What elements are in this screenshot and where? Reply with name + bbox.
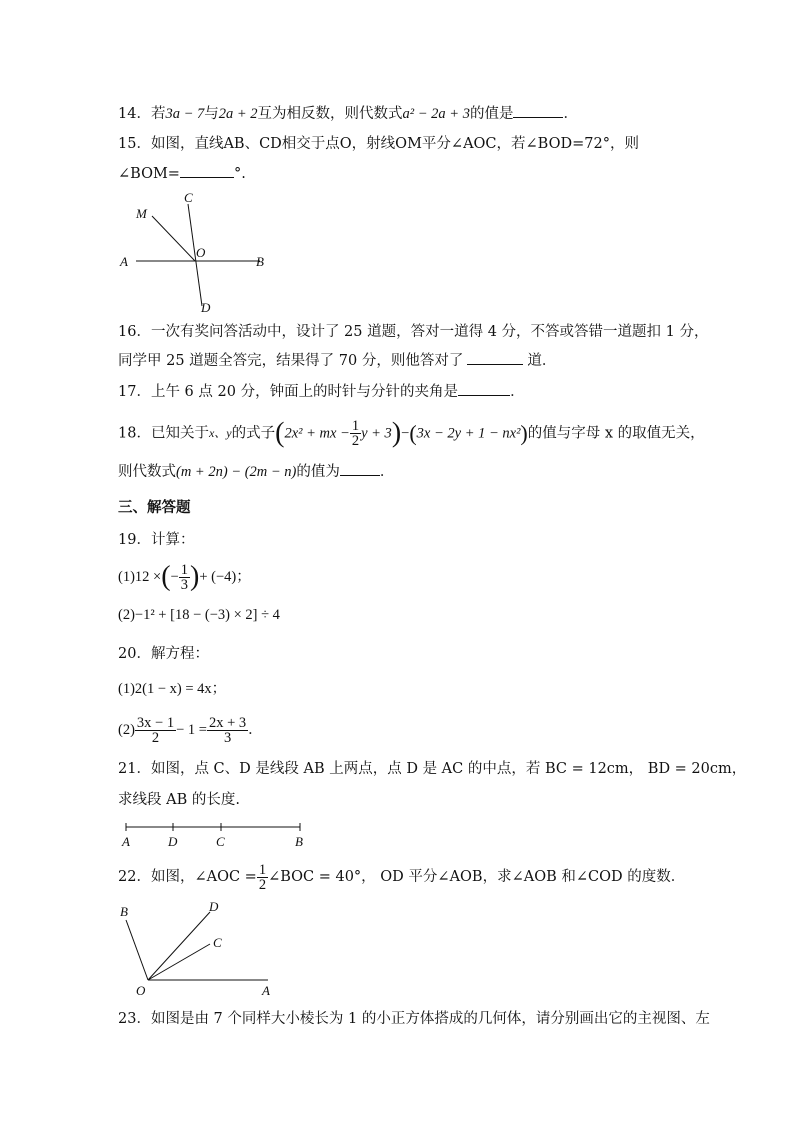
q20-end: ．	[248, 722, 263, 738]
q16-text: 同学甲 25 道题全答完，结果得了 70 分，则他答对了	[118, 353, 464, 369]
label-a: A	[120, 254, 128, 269]
label-m: M	[136, 206, 147, 221]
q18-expr: 3x − 2y + 1 − nx²	[416, 425, 521, 442]
label-b: B	[120, 904, 128, 919]
fraction	[135, 716, 176, 745]
label-a: A	[122, 834, 130, 849]
q18-text: 的值为	[296, 464, 340, 480]
q15-line1: 15．如图，直线AB、CD相交于点O，射线OM平分∠AOC，若∠BOD=72°，则	[118, 136, 639, 152]
frac-den: 3	[180, 576, 188, 593]
minus-sign: −	[170, 569, 179, 585]
answer-blank	[458, 383, 510, 396]
q18-text: 的式子	[231, 425, 276, 442]
q22-line	[118, 862, 685, 892]
q15-text: ∠BOM=	[118, 166, 180, 182]
q18-text: 的值与字母 x 的取值无关，	[527, 425, 705, 442]
q19-title: 19．计算：	[118, 532, 195, 548]
label-a: A	[262, 983, 270, 998]
ray-od	[148, 912, 210, 980]
frac-num: 1	[258, 861, 267, 878]
q21-line1: 21．如图，点 C、D 是线段 AB 上两点，点 D 是 AC 的中点，若 BC = 12cm， BD = 20cm，	[118, 761, 747, 777]
q18-end: ．	[379, 464, 395, 480]
frac-num: 3x − 1	[136, 714, 175, 731]
fraction	[350, 419, 361, 448]
q14-text: 的值是	[469, 106, 514, 122]
fraction	[257, 863, 268, 892]
minus-sign: −	[401, 425, 410, 442]
fraction	[179, 563, 190, 592]
q17-line	[118, 382, 525, 402]
q18-text: 则代数式	[118, 464, 176, 480]
q16-line2	[118, 351, 556, 371]
q18-expr: 2x² + mx −	[284, 425, 350, 442]
label-c: C	[216, 834, 225, 849]
q14-number: 14．若	[118, 106, 166, 122]
label-o: O	[136, 983, 146, 998]
q20-title: 20．解方程：	[118, 646, 209, 662]
label-c: C	[213, 935, 222, 950]
frac-den: 2	[258, 876, 267, 893]
ray-oc	[148, 944, 210, 980]
q20-part2	[118, 714, 263, 746]
ray-ob	[126, 920, 148, 980]
label-c: C	[184, 190, 193, 205]
paren: (	[275, 417, 285, 449]
q18-line2	[118, 462, 394, 482]
q23-line: 23．如图是由 7 个同样大小棱长为 1 的小正方体搭成的几何体，请分别画出它的主视图、左	[118, 1011, 710, 1027]
q22-figure	[112, 898, 282, 998]
paren: )	[391, 417, 402, 449]
frac-num: 2x + 3	[208, 714, 247, 731]
label-b: B	[295, 834, 303, 849]
q14-expr1: 3a − 7	[165, 106, 205, 122]
label-d: D	[209, 899, 219, 914]
q15-text: °.	[233, 166, 246, 182]
q19-part1	[118, 562, 251, 592]
answer-blank	[467, 352, 523, 365]
q17-text: 17．上午 6 点 20 分，钟面上的时针与分针的夹角是	[118, 384, 459, 400]
paren: (	[161, 561, 171, 592]
frac-den: 2	[351, 433, 360, 449]
q18-text: 18．已知关于	[118, 425, 209, 442]
q14-expr3: a² − 2a + 3	[402, 106, 470, 122]
paren: )	[189, 561, 200, 592]
answer-blank	[513, 105, 563, 118]
frac-den: 3	[223, 729, 232, 746]
section-heading: 三、解答题	[118, 500, 191, 516]
ray-om	[152, 216, 195, 261]
q18-expr: y + 3	[361, 425, 392, 442]
q16-text: 道．	[527, 353, 557, 369]
answer-blank	[180, 165, 234, 178]
q22-text: ∠BOC = 40°， OD 平分∠AOB，求∠AOB 和∠COD 的度数．	[268, 869, 686, 885]
answer-blank	[340, 463, 380, 476]
q19-part2: (2)−1² + [18 − (−3) × 2] ÷ 4	[118, 607, 280, 623]
label-d: D	[201, 300, 211, 315]
q18-vars: x、y	[208, 426, 232, 440]
paren: )	[520, 420, 528, 446]
q19-expr: (1)12 ×	[118, 569, 162, 585]
q14-period: ．	[563, 106, 578, 122]
q20-text: (2)	[118, 722, 135, 738]
fraction	[207, 716, 248, 745]
q21-line2: 求线段 AB 的长度.	[118, 792, 240, 808]
q16-line1: 16．一次有奖问答活动中，设计了 25 道题，答对一道得 4 分，不答或答错一道题扣 1 分，	[118, 324, 709, 340]
frac-num: 1	[180, 561, 188, 578]
q14-expr2: 2a + 2	[218, 106, 258, 122]
q22-text: 22．如图，∠AOC =	[118, 869, 257, 885]
q14-line	[118, 104, 578, 124]
q21-figure	[116, 818, 316, 852]
q18-line1	[118, 419, 705, 448]
q20-part1: (1)2(1 − x) = 4x；	[118, 681, 227, 697]
label-d: D	[168, 834, 178, 849]
q14-text: 与	[204, 106, 219, 122]
q15-figure	[112, 186, 272, 316]
q20-expr: − 1 =	[176, 722, 207, 738]
q14-text: 互为相反数，则代数式	[257, 106, 403, 122]
label-b: B	[256, 254, 264, 269]
q17-end: ．	[510, 384, 525, 400]
label-o: O	[196, 245, 206, 260]
frac-den: 2	[151, 729, 160, 746]
paren: (	[409, 420, 417, 446]
q18-expr: (m + 2n) − (2m − n)	[176, 464, 297, 480]
q19-expr: + (−4)；	[199, 569, 251, 585]
frac-num: 1	[351, 418, 360, 434]
q15-line2	[118, 164, 246, 184]
